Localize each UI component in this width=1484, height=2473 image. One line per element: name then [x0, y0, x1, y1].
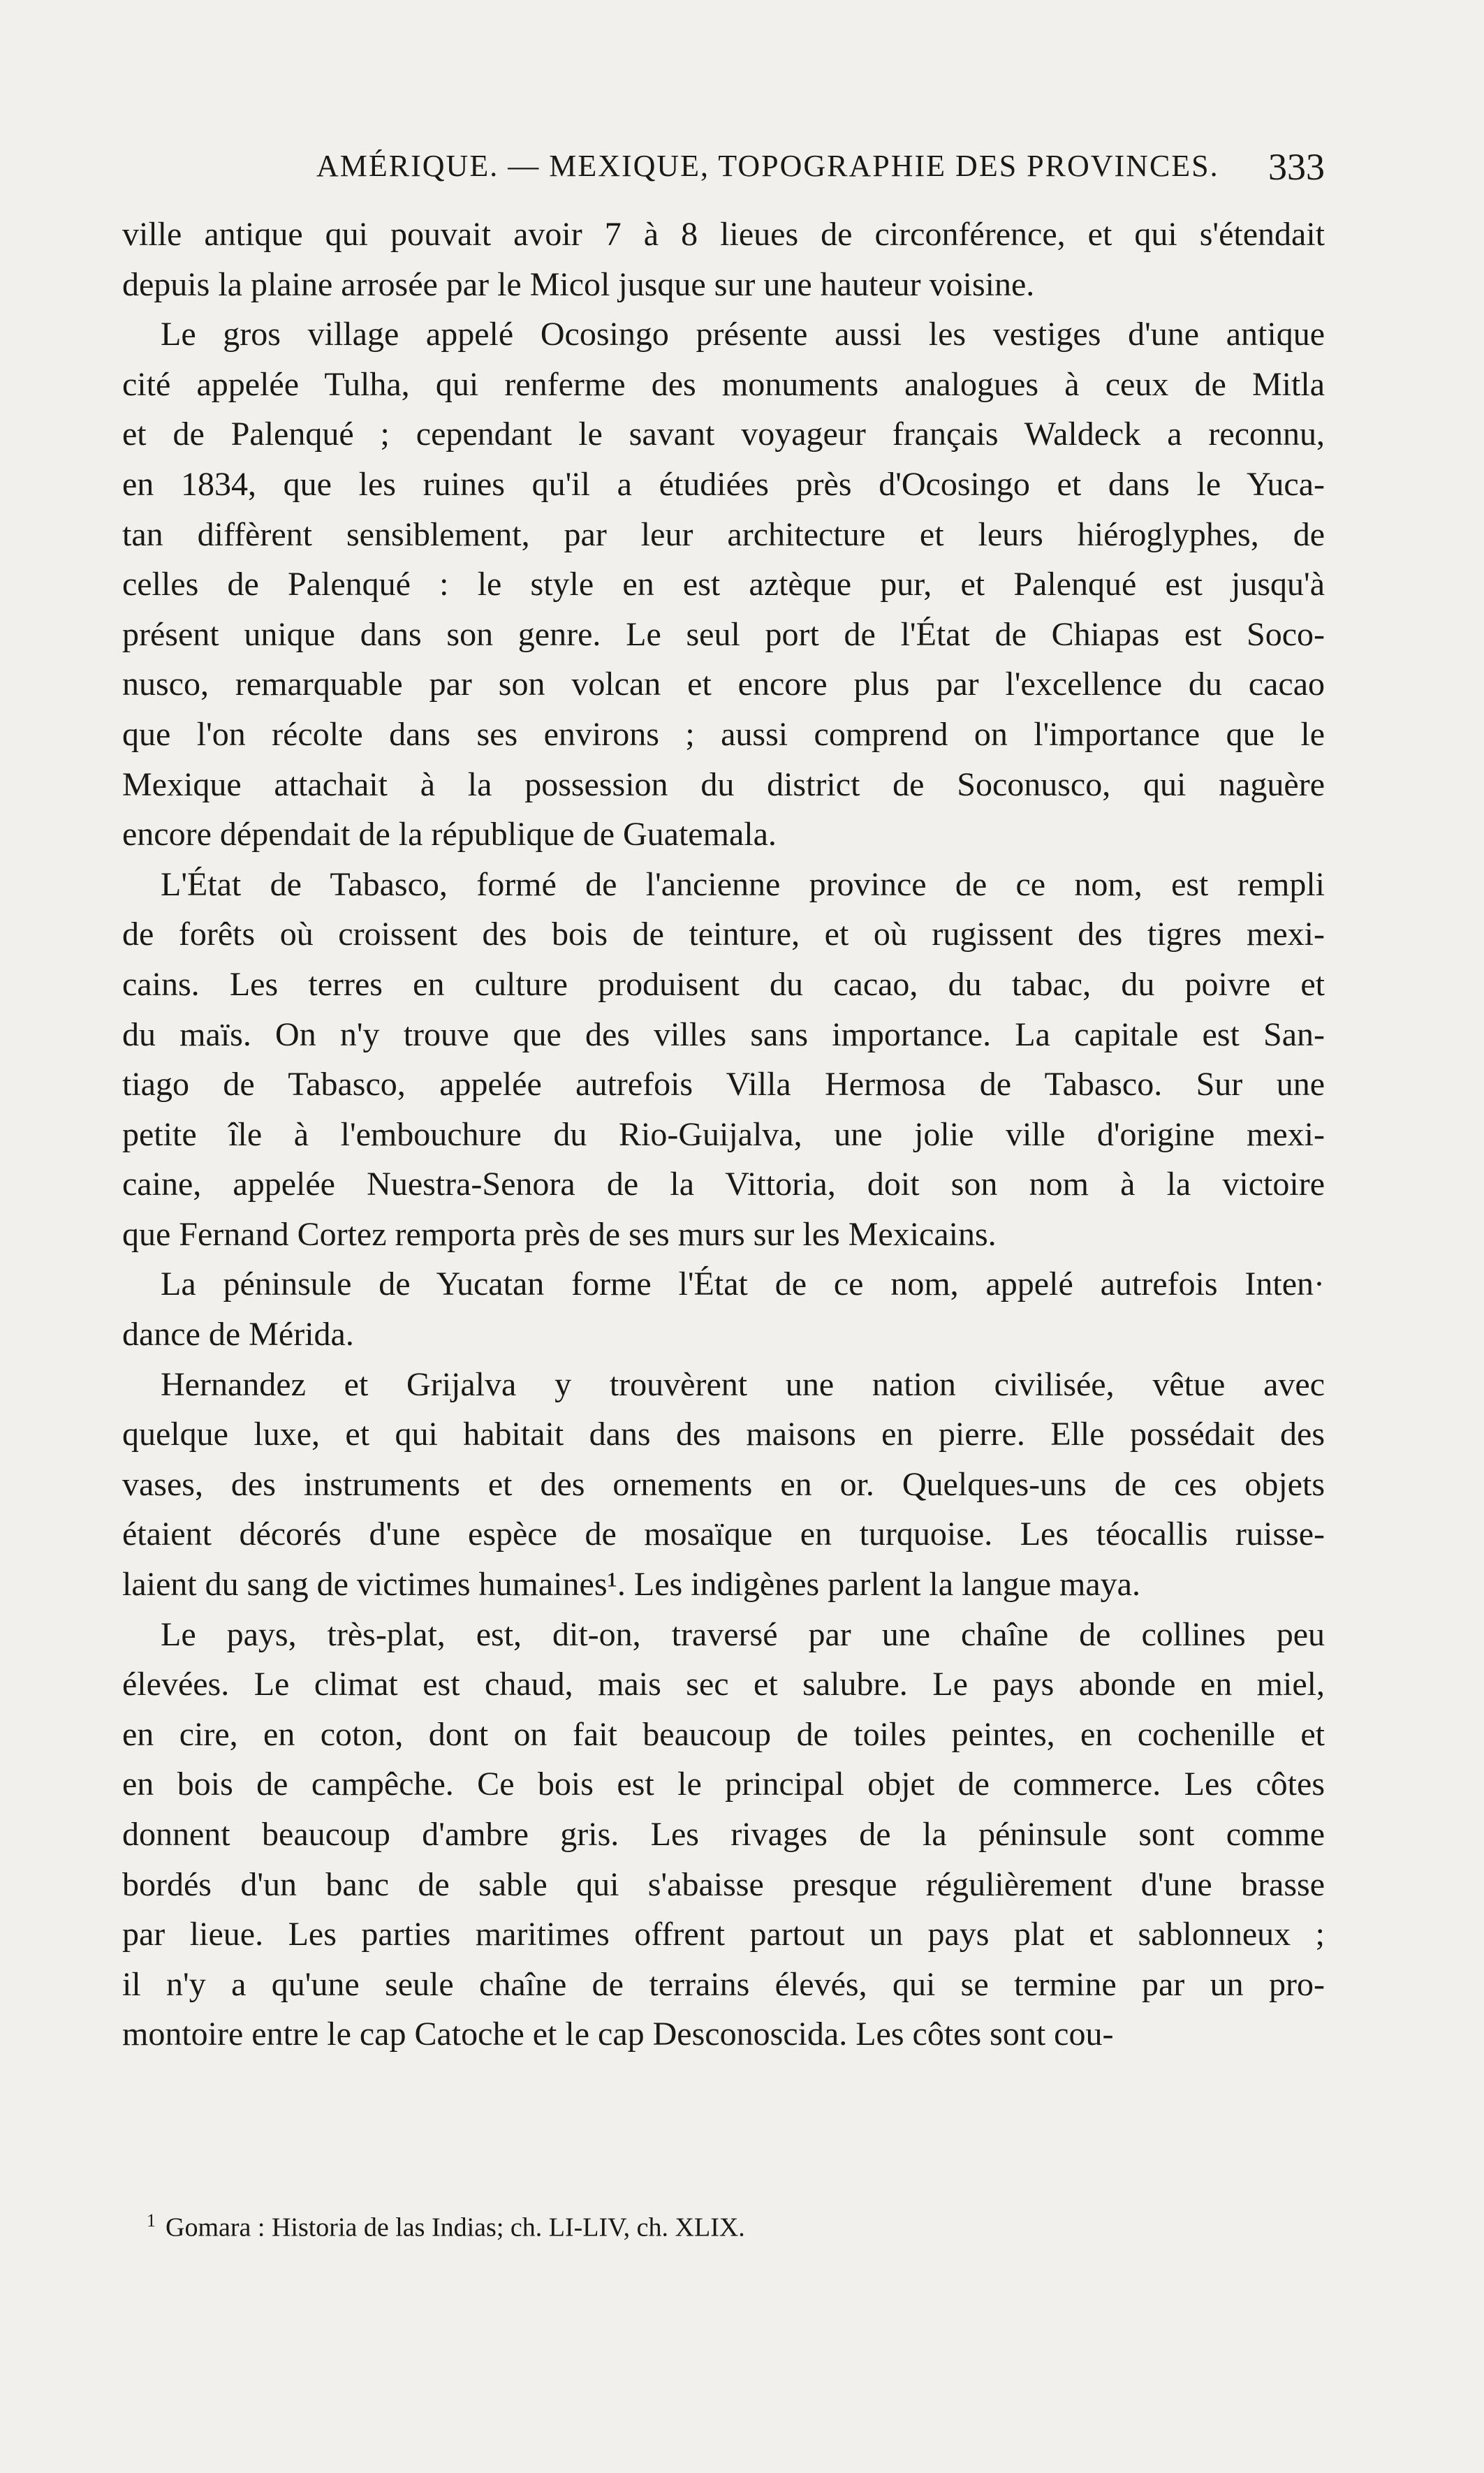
- paragraph: [122, 860, 1325, 1260]
- text-line: Hernandez et Grijalva y trouvèrent une nation civilisée, vêtue avec: [161, 1365, 1325, 1403]
- text-line: La péninsule de Yucatan forme l'État de ce nom, appelé autrefois Inten·: [161, 1265, 1325, 1303]
- text-line: Le gros village appelé Ocosingo présente aussi les vestiges d'une antique: [161, 316, 1325, 353]
- text-line: depuis la plaine arrosée par le Micol jusque sur une hauteur voisine.: [122, 265, 1035, 303]
- page-header: [122, 145, 1325, 194]
- paragraph: [122, 1610, 1325, 2060]
- text-line: en cire, en coton, dont on fait beaucoup de toiles peintes, en cochenille et: [122, 1715, 1325, 1753]
- paragraph: [122, 1259, 1325, 1359]
- text-line: présent unique dans son genre. Le seul port de l'État de Chiapas est Soco-: [122, 615, 1325, 653]
- text-line: petite île à l'embouchure du Rio-Guijalva, une jolie ville d'origine mexi-: [122, 1115, 1325, 1153]
- text-line: cité appelée Tulha, qui renferme des monuments analogues à ceux de Mitla: [122, 365, 1325, 403]
- text-line: que Fernand Cortez remporta près de ses murs sur les Mexicains.: [122, 1215, 997, 1253]
- text-line: et de Palenqué ; cependant le savant voyageur français Waldeck a reconnu,: [122, 416, 1325, 453]
- text-line: vases, des instruments et des ornements en or. Quelques-uns de ces objets: [122, 1465, 1325, 1503]
- text-line: bordés d'un banc de sable qui s'abaisse presque régulièrement d'une brasse: [122, 1865, 1325, 1903]
- text-line: du maïs. On n'y trouve que des villes sans importance. La capitale est San-: [122, 1015, 1325, 1053]
- text-line: L'État de Tabasco, formé de l'ancienne province de ce nom, est rempli: [161, 865, 1325, 903]
- text-line: en bois de campêche. Ce bois est le principal objet de commerce. Les côtes: [122, 1766, 1325, 1803]
- page-number: 333: [1268, 146, 1325, 188]
- footnote-mark: 1: [147, 2210, 156, 2231]
- text-line: Mexique attachait à la possession du district de Soconusco, qui naguère: [122, 765, 1325, 803]
- text-line: caine, appelée Nuestra-Senora de la Vittoria, doit son nom à la victoire: [122, 1166, 1325, 1203]
- paragraph: [122, 1360, 1325, 1610]
- paragraph: [122, 309, 1325, 860]
- text-line: tan diffèrent sensiblement, par leur architecture et leurs hiéroglyphes, de: [122, 515, 1325, 553]
- text-line: celles de Palenqué : le style en est aztèque pur, et Palenqué est jusqu'à: [122, 566, 1325, 603]
- text-line: laient du sang de victimes humaines¹. Les indigènes parlent la langue maya.: [122, 1566, 1140, 1604]
- text-line: cains. Les terres en culture produisent du cacao, du tabac, du poivre et: [122, 965, 1325, 1003]
- paragraph: [122, 210, 1325, 309]
- text-line: quelque luxe, et qui habitait dans des maisons en pierre. Elle possédait des: [122, 1416, 1325, 1453]
- text-line: de forêts où croissent des bois de teinture, et où rugissent des tigres mexi-: [122, 916, 1325, 953]
- text-line: encore dépendait de la république de Guatemala.: [122, 816, 777, 853]
- footnote: [147, 2203, 1264, 2245]
- text-line: montoire entre le cap Catoche et le cap Desconoscida. Les côtes sont cou-: [122, 2016, 1114, 2053]
- text-line: en 1834, que les ruines qu'il a étudiées près d'Ocosingo et dans le Yuca-: [122, 465, 1325, 503]
- text-line: par lieue. Les parties maritimes offrent partout un pays plat et sablonneux ;: [122, 1916, 1325, 1953]
- running-title: AMÉRIQUE. — MEXIQUE, TOPOGRAPHIE DES PROVINCES.: [316, 149, 1219, 183]
- text-line: Le pays, très-plat, est, dit-on, traversé par une chaîne de collines peu: [161, 1615, 1325, 1653]
- text-line: ville antique qui pouvait avoir 7 à 8 lieues de circonférence, et qui s'étendait: [122, 216, 1325, 253]
- footnote-text: Gomara : Historia de las Indias; ch. LI-LIV, ch. XLIX.: [166, 2213, 745, 2243]
- text-line: donnent beaucoup d'ambre gris. Les rivages de la péninsule sont comme: [122, 1816, 1325, 1853]
- text-line: que l'on récolte dans ses environs ; aussi comprend on l'importance que le: [122, 715, 1325, 753]
- text-line: il n'y a qu'une seule chaîne de terrains élevés, qui se termine par un pro-: [122, 1965, 1325, 2003]
- text-line: nusco, remarquable par son volcan et encore plus par l'excellence du cacao: [122, 666, 1325, 703]
- text-line: élevées. Le climat est chaud, mais sec et salubre. Le pays abonde en miel,: [122, 1666, 1325, 1703]
- body-text: [122, 210, 1325, 2060]
- text-line: dance de Mérida.: [122, 1316, 354, 1353]
- text-line: étaient décorés d'une espèce de mosaïque en turquoise. Les téocallis ruisse-: [122, 1516, 1325, 1553]
- text-line: tiago de Tabasco, appelée autrefois Villa Hermosa de Tabasco. Sur une: [122, 1066, 1325, 1103]
